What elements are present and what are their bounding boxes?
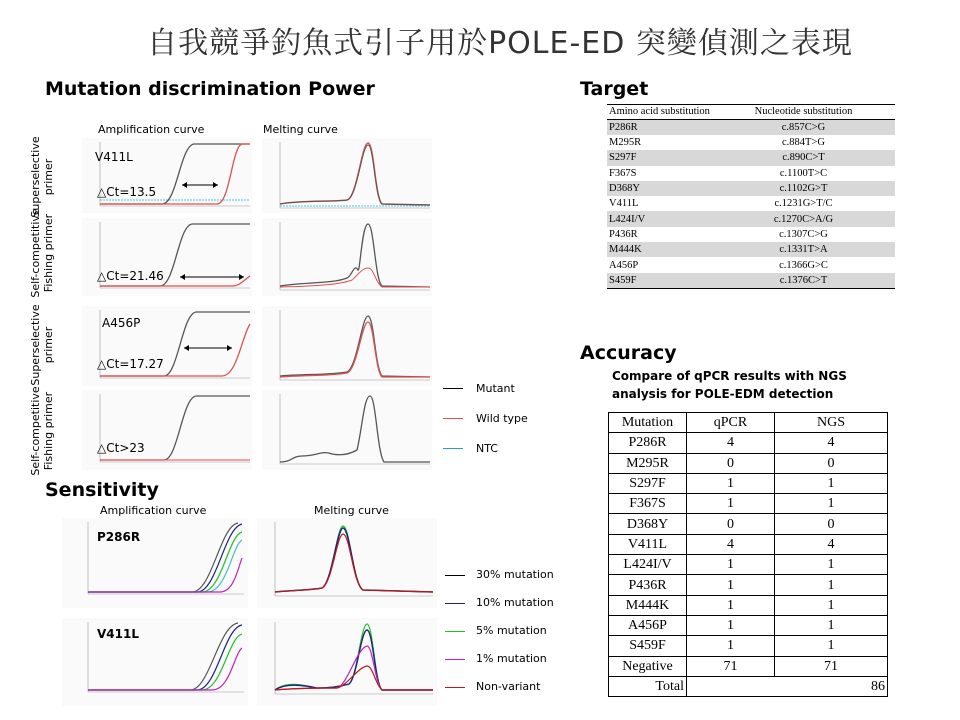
accuracy-cell-n: 1 [775, 494, 888, 514]
target-row [607, 211, 895, 226]
legend-30-swatch [445, 575, 465, 576]
accuracy-row [609, 473, 888, 493]
target-row [607, 181, 895, 196]
row-label-3 [29, 300, 55, 390]
accuracy-cell-m: M295R [609, 453, 687, 473]
row-label-4 [29, 386, 55, 476]
legend-ntc-swatch [443, 448, 463, 449]
target-row [607, 120, 895, 136]
accuracy-row [609, 595, 888, 615]
sens-amp-plot-1 [62, 518, 248, 608]
amp-panel-3-label: A456P [102, 316, 141, 330]
target-nt-cell: c.1102G>T [712, 181, 895, 196]
acc-total-value: 86 [687, 676, 888, 696]
accuracy-row [609, 514, 888, 534]
legend-5-label: 5% mutation [476, 624, 547, 637]
row-label-3-line2: primer [42, 326, 55, 364]
accuracy-cell-q: 1 [687, 615, 775, 635]
accuracy-heading: Accuracy [580, 342, 677, 364]
accuracy-cell-n: 0 [775, 514, 888, 534]
accuracy-cell-m: P436R [609, 575, 687, 595]
amp-panel-1-ct: △Ct=13.5 [97, 185, 157, 199]
legend-ntc-label: NTC [476, 442, 498, 455]
legend-nonvariant-swatch [445, 687, 465, 688]
accuracy-cell-m: A456P [609, 615, 687, 635]
accuracy-cell-m: D368Y [609, 514, 687, 534]
target-row [607, 135, 895, 150]
mutation-heading: Mutation discrimination Power [45, 78, 375, 100]
row-label-2-line2: Fishing primer [42, 213, 55, 293]
row-label-1-line1: Superselective [29, 136, 42, 218]
legend-wildtype-swatch [443, 418, 463, 419]
target-aa-cell: D368Y [607, 181, 712, 196]
legend-wildtype-label: Wild type [476, 412, 528, 425]
row-label-2 [29, 208, 55, 298]
sens-melt-head: Melting curve [314, 504, 389, 517]
sens-melt-plot-2 [257, 618, 437, 706]
target-aa-cell: A456P [609, 259, 639, 271]
accuracy-cell-m: Negative [609, 656, 687, 676]
target-nt-cell: c.1270C>A/G [712, 211, 895, 226]
target-table [607, 104, 895, 289]
page-title: 自我競爭釣魚式引子用於POLE-ED 突變偵測之表現 [147, 26, 853, 61]
target-row [607, 166, 895, 181]
accuracy-row [609, 494, 888, 514]
melt-plot-1 [262, 138, 432, 213]
target-aa-cell: S459F [607, 273, 712, 289]
accuracy-cell-q: 0 [687, 453, 775, 473]
target-nt-cell: c.1307C>G [779, 228, 828, 240]
accuracy-cell-m: V411L [609, 534, 687, 554]
row-label-3-line1: Superselective [29, 304, 42, 386]
acc-total-label: Total [609, 676, 687, 696]
row-label-1-line2: primer [42, 158, 55, 196]
acc-col-ngs: NGS [775, 413, 888, 433]
target-nt-cell: c.884T>G [782, 137, 825, 149]
target-aa-cell: L424I/V [607, 211, 712, 226]
accuracy-cell-q: 4 [687, 433, 775, 453]
accuracy-cell-m: F367S [609, 494, 687, 514]
target-heading: Target [580, 78, 649, 100]
amp-panel-2-ct: △Ct=21.46 [97, 269, 164, 283]
target-row [607, 257, 895, 272]
sens-melt-plot-1 [257, 518, 437, 608]
sens-amp-plot-2 [62, 618, 248, 706]
legend-1-label: 1% mutation [476, 652, 547, 665]
target-row [607, 273, 895, 289]
target-nt-cell: c.1366G>C [779, 259, 828, 271]
sens-amp-head: Amplification curve [100, 504, 207, 517]
amp-plot-2 [82, 218, 252, 296]
target-aa-cell: M295R [609, 137, 642, 149]
accuracy-row [609, 534, 888, 554]
acc-col-qpcr: qPCR [687, 413, 775, 433]
legend-nonvariant-label: Non-variant [476, 680, 541, 693]
accuracy-cell-n: 71 [775, 656, 888, 676]
accuracy-cell-m: L424I/V [609, 555, 687, 575]
accuracy-cell-q: 1 [687, 575, 775, 595]
target-col-aa: Amino acid substitution [607, 105, 712, 120]
melt-plot-4 [262, 390, 432, 470]
accuracy-cell-m: P286R [609, 433, 687, 453]
legend-10-swatch [445, 603, 465, 604]
target-row [607, 196, 895, 211]
melt-plot-3 [262, 306, 432, 386]
target-row [607, 242, 895, 257]
accuracy-row [609, 656, 888, 676]
target-nt-cell: c.1331T>A [712, 242, 895, 257]
target-row [607, 150, 895, 165]
target-aa-cell: M444K [607, 242, 712, 257]
row-label-4-line2: Fishing primer [42, 391, 55, 471]
amp-plot-4 [82, 390, 252, 470]
target-aa-cell: F367S [609, 167, 637, 179]
accuracy-subtitle-1: Compare of qPCR results with NGS [612, 369, 847, 383]
accuracy-cell-n: 1 [775, 595, 888, 615]
accuracy-cell-q: 1 [687, 555, 775, 575]
legend-1-swatch [445, 659, 465, 660]
accuracy-row [609, 636, 888, 656]
target-aa-cell: P286R [607, 120, 712, 136]
accuracy-row [609, 555, 888, 575]
accuracy-subtitle-2: analysis for POLE-EDM detection [612, 387, 834, 401]
legend-mutant-label: Mutant [476, 382, 515, 395]
accuracy-cell-m: S459F [609, 636, 687, 656]
target-aa-cell: P436R [609, 228, 638, 240]
accuracy-cell-q: 0 [687, 514, 775, 534]
accuracy-cell-n: 0 [775, 453, 888, 473]
sens-panel-2-label: V411L [97, 627, 139, 641]
target-nt-cell: c.1100T>C [779, 167, 828, 179]
accuracy-cell-n: 1 [775, 555, 888, 575]
accuracy-cell-n: 1 [775, 615, 888, 635]
accuracy-cell-n: 1 [775, 575, 888, 595]
accuracy-cell-n: 1 [775, 636, 888, 656]
target-nt-cell: c.1231G>T/C [774, 198, 833, 210]
accuracy-cell-n: 4 [775, 433, 888, 453]
melt-curve-head: Melting curve [263, 123, 338, 136]
legend-30-label: 30% mutation [476, 568, 554, 581]
target-aa-cell: S297F [607, 150, 712, 165]
accuracy-cell-m: S297F [609, 473, 687, 493]
target-nt-cell: c.857C>G [712, 120, 895, 136]
amp-panel-3-ct: △Ct=17.27 [97, 357, 164, 371]
accuracy-cell-q: 1 [687, 494, 775, 514]
row-label-2-line1: Self-competitive [29, 208, 42, 298]
sensitivity-heading: Sensitivity [45, 479, 159, 501]
legend-mutant-swatch [443, 388, 463, 389]
accuracy-cell-n: 4 [775, 534, 888, 554]
accuracy-row [609, 433, 888, 453]
target-nt-cell: c.890C>T [712, 150, 895, 165]
amp-curve-head: Amplification curve [98, 123, 205, 136]
sens-panel-1-label: P286R [97, 530, 141, 544]
accuracy-cell-q: 1 [687, 636, 775, 656]
target-aa-cell: V411L [609, 198, 639, 210]
melt-plot-2 [262, 218, 432, 296]
accuracy-table [608, 412, 888, 697]
amp-panel-1-label: V411L [95, 150, 133, 164]
accuracy-cell-n: 1 [775, 473, 888, 493]
target-nt-cell: c.1376C>T [712, 273, 895, 289]
acc-col-mutation: Mutation [609, 413, 687, 433]
accuracy-cell-q: 1 [687, 595, 775, 615]
target-col-nt: Nucleotide substitution [712, 105, 895, 120]
accuracy-row [609, 453, 888, 473]
accuracy-row [609, 575, 888, 595]
accuracy-row [609, 615, 888, 635]
accuracy-cell-m: M444K [609, 595, 687, 615]
amp-panel-4-ct: △Ct>23 [97, 441, 145, 455]
legend-10-label: 10% mutation [476, 596, 554, 609]
target-row [607, 227, 895, 242]
accuracy-cell-q: 1 [687, 473, 775, 493]
accuracy-cell-q: 4 [687, 534, 775, 554]
legend-5-swatch [445, 631, 465, 632]
row-label-4-line1: Self-competitive [29, 386, 42, 476]
accuracy-cell-q: 71 [687, 656, 775, 676]
